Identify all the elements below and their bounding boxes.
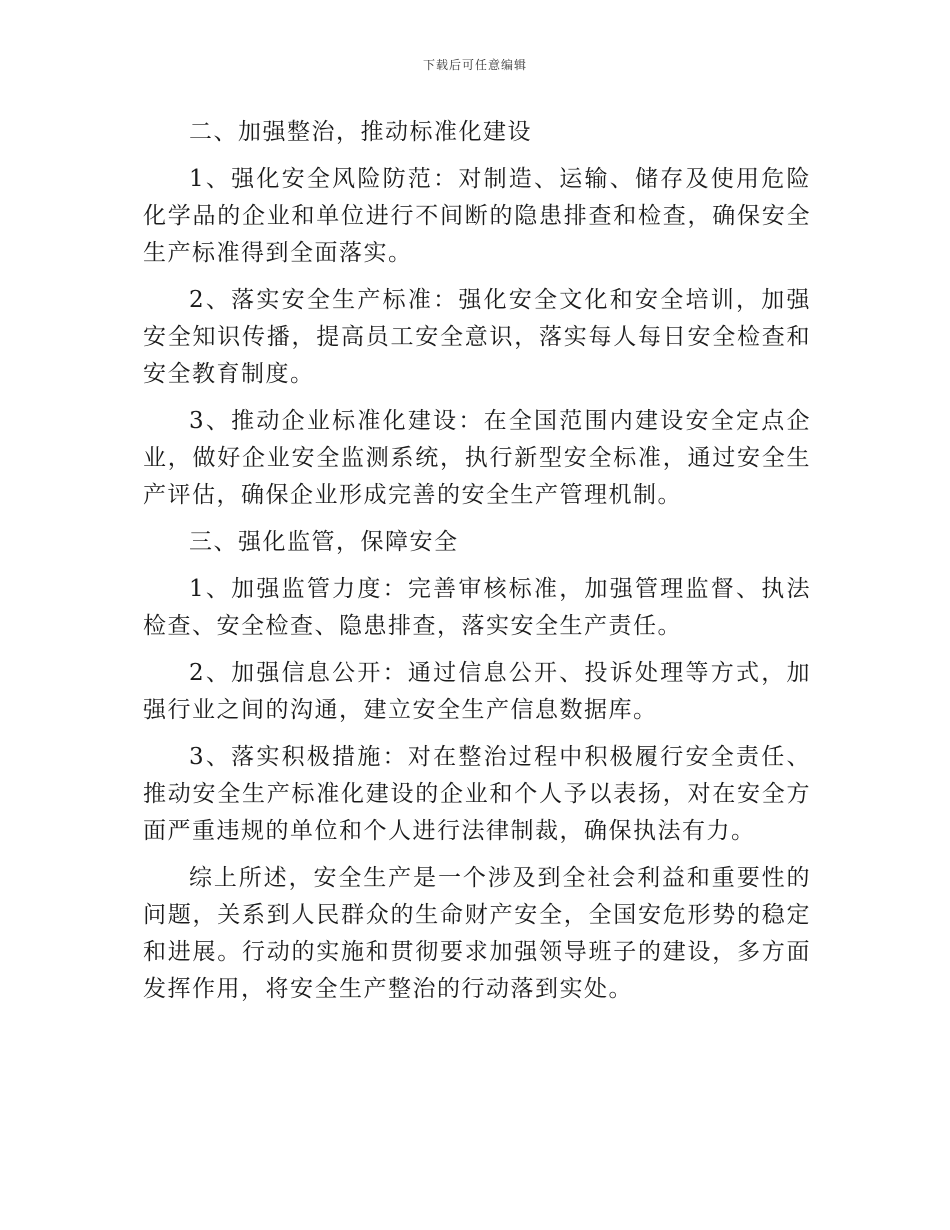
page-header-note: 下载后可任意编辑: [422, 58, 527, 72]
section-3-item-2: 2、加强信息公开：通过信息公开、投诉处理等方式，加强行业之间的沟通，建立安全生产信息数据库。: [143, 660, 811, 723]
section-2-item-3: 3、推动企业标准化建设：在全国范围内建设安全定点企业，做好企业安全监测系统，执行新型安全标准，通过安全生产评估，确保企业形成完善的安全生产管理机制。: [143, 408, 811, 508]
section-2-item-2: 2、落实安全生产标准：强化安全文化和安全培训，加强安全知识传播，提高员工安全意识，落实每人每日安全检查和安全教育制度。: [143, 287, 811, 387]
section-2-item-1: 1、强化安全风险防范：对制造、运输、储存及使用危险化学品的企业和单位进行不间断的隐患排查和检查，确保安全生产标准得到全面落实。: [143, 166, 811, 266]
conclusion-paragraph: 综上所述，安全生产是一个涉及到全社会利益和重要性的问题，关系到人民群众的生命财产安全，全国安危形势的稳定和进展。行动的实施和贯彻要求加强领导班子的建设，多方面发挥作用，将安全生产整治的行动落到实处。: [143, 865, 811, 1002]
section-2-heading: 二、加强整治，推动标准化建设: [189, 119, 532, 145]
section-3-item-1: 1、加强监管力度：完善审核标准，加强管理监督、执法检查、安全检查、隐患排查，落实安全生产责任。: [143, 576, 811, 639]
section-3-heading: 三、强化监管，保障安全: [189, 529, 459, 555]
document-body: [143, 114, 811, 1008]
section-3-item-3: 3、落实积极措施：对在整治过程中积极履行安全责任、推动安全生产标准化建设的企业和个人予以表扬，对在安全方面严重违规的单位和个人进行法律制裁，确保执法有力。: [143, 744, 811, 844]
